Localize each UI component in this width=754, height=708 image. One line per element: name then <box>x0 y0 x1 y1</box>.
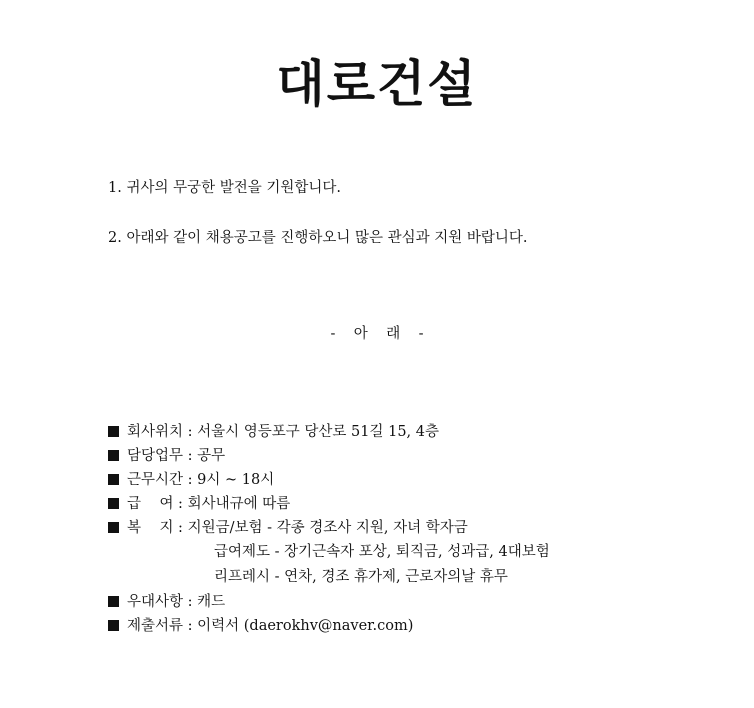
detail-row-welfare <box>108 518 468 538</box>
detail-row-preference <box>108 592 225 612</box>
detail-row-hours <box>108 470 274 490</box>
detail-label: 담당업무 : <box>127 448 193 464</box>
bullet-square-icon <box>108 426 119 437</box>
detail-label: 제출서류 : <box>127 618 193 634</box>
detail-row-duty <box>108 446 225 466</box>
bullet-square-icon <box>108 498 119 509</box>
detail-value: 캐드 <box>197 594 226 610</box>
welfare-continuation-1: 급여제도 - 장기근속자 포상, 퇴직금, 성과급, 4대보험 <box>214 544 550 560</box>
detail-value: 서울시 영등포구 당산로 51길 15, 4층 <box>197 424 440 440</box>
detail-value: 회사내규에 따름 <box>187 496 291 512</box>
company-title: 대로건설 <box>276 54 478 113</box>
section-marker: - 아 래 - <box>330 326 424 342</box>
detail-row-documents <box>108 616 413 636</box>
detail-value: 이력서 (daerokhv@naver.com) <box>197 618 414 634</box>
bullet-square-icon <box>108 474 119 485</box>
detail-value: 9시 ~ 18시 <box>197 472 275 488</box>
detail-label: 급 여 : <box>127 496 183 512</box>
bullet-square-icon <box>108 620 119 631</box>
intro-paragraph-2: 2. 아래와 같이 채용공고를 진행하오니 많은 관심과 지원 바랍니다. <box>108 230 528 246</box>
welfare-continuation-2: 리프레시 - 연차, 경조 휴가제, 근로자의날 휴무 <box>214 569 508 585</box>
detail-label: 복 지 : <box>127 520 183 536</box>
bullet-square-icon <box>108 450 119 461</box>
detail-value: 지원금/보험 - 각종 경조사 지원, 자녀 학자금 <box>187 520 468 536</box>
intro-paragraph-1: 1. 귀사의 무궁한 발전을 기원합니다. <box>108 180 341 196</box>
detail-value: 공무 <box>197 448 226 464</box>
detail-label: 근무시간 : <box>127 472 193 488</box>
detail-label: 회사위치 : <box>127 424 193 440</box>
detail-row-location <box>108 422 439 442</box>
bullet-square-icon <box>108 596 119 607</box>
bullet-square-icon <box>108 522 119 533</box>
detail-row-salary <box>108 494 290 514</box>
detail-label: 우대사항 : <box>127 594 193 610</box>
